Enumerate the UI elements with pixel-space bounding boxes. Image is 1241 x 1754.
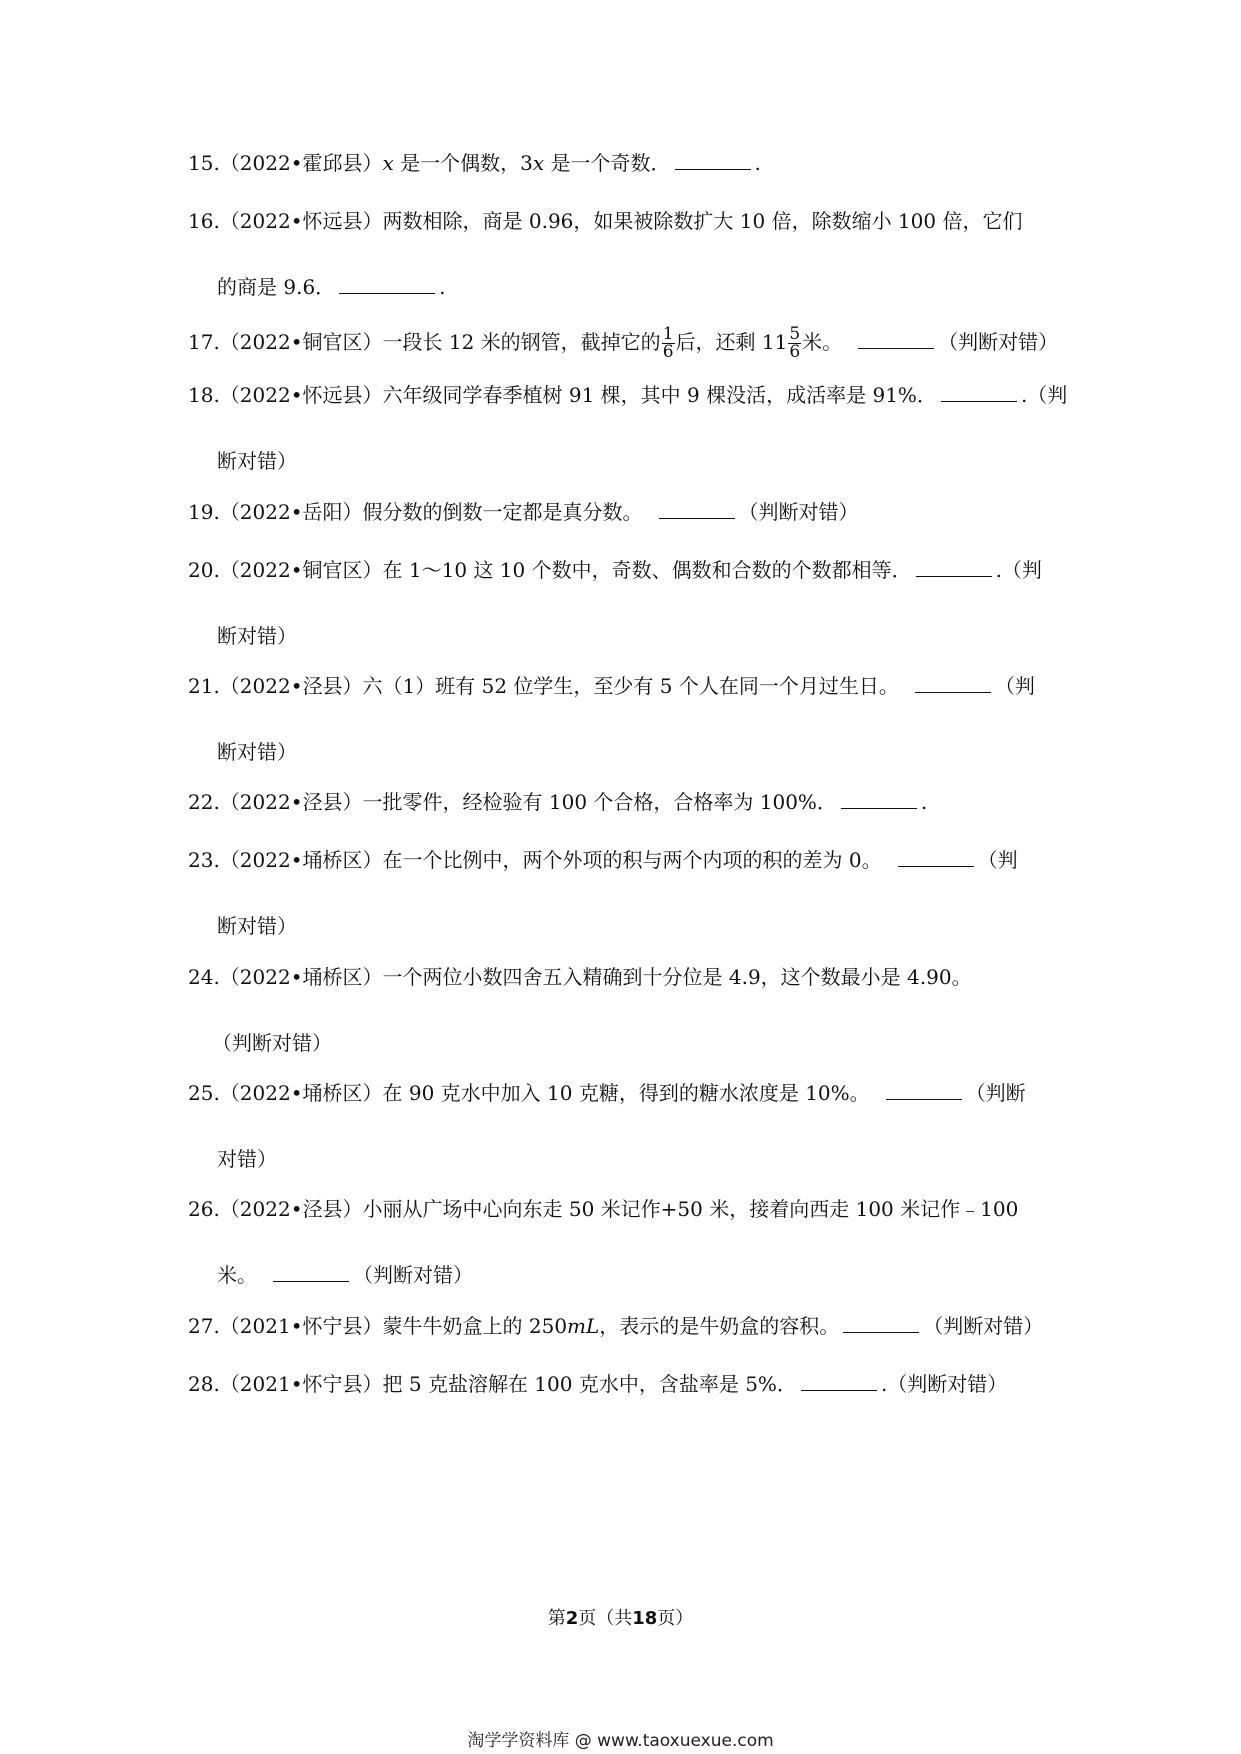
question-number: 16. xyxy=(188,209,220,233)
question-source: （2021•怀宁县） xyxy=(219,1372,383,1396)
question-25 xyxy=(188,1081,1058,1171)
question-text: 后，还剩 11 xyxy=(675,330,788,354)
question-text: 假分数的倒数一定都是真分数。 xyxy=(362,500,643,524)
question-number: 23. xyxy=(188,848,220,872)
answer-blank[interactable] xyxy=(915,678,991,693)
question-line2 xyxy=(217,275,446,299)
answer-blank[interactable] xyxy=(858,334,934,349)
question-24 xyxy=(188,965,1058,1055)
question-suffix: .（判 xyxy=(1020,383,1068,407)
question-text: 断对错） xyxy=(217,914,297,938)
question-source: （2021•怀宁县） xyxy=(219,1314,383,1338)
footer-text: 页（共 xyxy=(578,1608,633,1629)
question-suffix: （判断 xyxy=(965,1081,1026,1105)
question-text: 米。 xyxy=(802,330,843,354)
question-source: （2022•怀远县） xyxy=(219,383,383,407)
question-23 xyxy=(188,848,1058,938)
question-source: （2022•泾县） xyxy=(219,1197,363,1221)
question-text: 蒙牛牛奶盒上的 250 xyxy=(382,1314,568,1338)
question-text: 两数相除，商是 0.96，如果被除数扩大 10 倍，除数缩小 100 倍，它们 xyxy=(382,209,1023,233)
answer-blank[interactable] xyxy=(843,1318,919,1333)
answer-blank[interactable] xyxy=(941,387,1017,402)
question-suffix: （判断对错） xyxy=(353,1263,473,1287)
question-15 xyxy=(188,151,1058,175)
question-28 xyxy=(188,1372,1058,1396)
question-suffix: （判 xyxy=(994,674,1035,698)
question-line2 xyxy=(217,1263,473,1287)
fraction-numerator: 5 xyxy=(789,324,801,344)
page-footer xyxy=(0,1604,1241,1630)
question-suffix: .（判 xyxy=(995,558,1042,582)
question-number: 15. xyxy=(188,151,220,175)
question-text: （判断对错） xyxy=(212,1031,332,1055)
question-text: x xyxy=(532,151,545,175)
question-suffix: .（判断对错） xyxy=(880,1372,1008,1396)
question-source: （2022•泾县） xyxy=(219,674,363,698)
question-source: （2022•怀远县） xyxy=(219,209,383,233)
question-text: 断对错） xyxy=(217,740,297,764)
question-number: 20. xyxy=(188,558,220,582)
question-line2 xyxy=(217,449,297,473)
question-number: 26. xyxy=(188,1197,220,1221)
watermark: 淘学学资料库 @ www.taoxuexue.com xyxy=(467,1731,774,1751)
question-text: 一个两位小数四舍五入精确到十分位是 4.9，这个数最小是 4.90。 xyxy=(382,965,972,989)
answer-blank[interactable] xyxy=(886,1085,962,1100)
fraction-denominator: 6 xyxy=(789,342,801,362)
fraction xyxy=(662,326,675,361)
question-text: 六（1）班有 52 位学生，至少有 5 个人在同一个月过生日。 xyxy=(362,674,899,698)
fraction-numerator: 1 xyxy=(662,324,674,344)
question-suffix: （判 xyxy=(977,848,1018,872)
fraction-denominator: 6 xyxy=(662,342,674,362)
question-line2 xyxy=(212,1031,332,1055)
question-20 xyxy=(188,558,1058,648)
question-21 xyxy=(188,674,1058,764)
question-source: （2022•埇桥区） xyxy=(219,848,383,872)
question-27 xyxy=(188,1314,1058,1338)
question-text: 对错） xyxy=(217,1147,277,1171)
question-text: 把 5 克盐溶解在 100 克水中，含盐率是 5%． xyxy=(382,1372,797,1396)
question-line2 xyxy=(217,914,297,938)
question-source: （2022•埇桥区） xyxy=(219,1081,383,1105)
question-text: 断对错） xyxy=(217,449,297,473)
question-text: 一段长 12 米的钢管，截掉它的 xyxy=(382,330,661,354)
question-number: 19. xyxy=(188,500,220,524)
question-text: 断对错） xyxy=(217,624,297,648)
question-text: mL xyxy=(567,1314,600,1338)
question-text: x xyxy=(382,151,394,175)
question-source: （2022•岳阳） xyxy=(219,500,363,524)
question-source: （2022•铜官区） xyxy=(219,558,383,582)
question-text: 六年级同学春季植树 91 棵，其中 9 棵没活，成活率是 91%． xyxy=(382,383,937,407)
question-text: 小丽从广场中心向东走 50 米记作+50 米，接着向西走 100 米记作﹣100 xyxy=(362,1197,1019,1221)
question-source: （2022•泾县） xyxy=(219,790,363,814)
question-number: 28. xyxy=(188,1372,220,1396)
question-text: ，表示的是牛奶盒的容积。 xyxy=(599,1314,840,1338)
question-suffix: . xyxy=(920,790,928,814)
question-number: 18. xyxy=(188,383,220,407)
question-suffix: . xyxy=(754,151,761,175)
answer-blank[interactable] xyxy=(841,794,917,809)
footer-text: 页） xyxy=(657,1608,694,1629)
question-number: 25. xyxy=(188,1081,220,1105)
question-text: 米。 xyxy=(217,1263,257,1287)
question-22 xyxy=(188,790,1058,814)
question-19 xyxy=(188,500,1058,524)
question-source: （2022•埇桥区） xyxy=(219,965,383,989)
question-text: 的商是 9.6． xyxy=(217,275,336,299)
question-line2 xyxy=(217,740,297,764)
question-text: 是一个偶数，3 xyxy=(393,151,533,175)
answer-blank[interactable] xyxy=(675,155,751,170)
question-suffix: （判断对错） xyxy=(923,1314,1044,1338)
answer-blank[interactable] xyxy=(659,504,735,519)
page-total: 18 xyxy=(632,1608,658,1629)
question-number: 27. xyxy=(188,1314,220,1338)
fraction xyxy=(788,326,801,361)
footer-text: 第 xyxy=(547,1608,566,1629)
question-line2 xyxy=(217,1147,277,1171)
answer-blank[interactable] xyxy=(273,1267,349,1282)
question-suffix: （判断对错） xyxy=(738,500,859,524)
page-number: 2 xyxy=(565,1608,579,1629)
question-text: 在 90 克水中加入 10 克糖，得到的糖水浓度是 10%。 xyxy=(382,1081,870,1105)
question-18 xyxy=(188,383,1068,473)
answer-blank[interactable] xyxy=(801,1376,877,1391)
question-number: 21. xyxy=(188,674,220,698)
question-line2 xyxy=(217,624,297,648)
question-17 xyxy=(188,326,1058,361)
question-text: 在 1～10 这 10 个数中，奇数、偶数和合数的个数都相等． xyxy=(382,558,912,582)
answer-blank[interactable] xyxy=(916,562,992,577)
question-source: （2022•霍邱县） xyxy=(219,151,383,175)
question-text: 一批零件，经检验有 100 个合格，合格率为 100%． xyxy=(362,790,837,814)
answer-blank[interactable] xyxy=(898,852,974,867)
question-number: 17. xyxy=(188,330,220,354)
question-text: 是一个奇数． xyxy=(544,151,671,175)
question-suffix: （判断对错） xyxy=(938,330,1059,354)
question-number: 24. xyxy=(188,965,220,989)
question-26 xyxy=(188,1197,1058,1287)
answer-blank[interactable] xyxy=(339,279,435,294)
question-text: 在一个比例中，两个外项的积与两个内项的积的差为 0。 xyxy=(382,848,882,872)
question-source: （2022•铜官区） xyxy=(219,330,383,354)
question-number: 22. xyxy=(188,790,220,814)
question-16 xyxy=(188,209,1058,299)
question-suffix: . xyxy=(439,275,446,299)
